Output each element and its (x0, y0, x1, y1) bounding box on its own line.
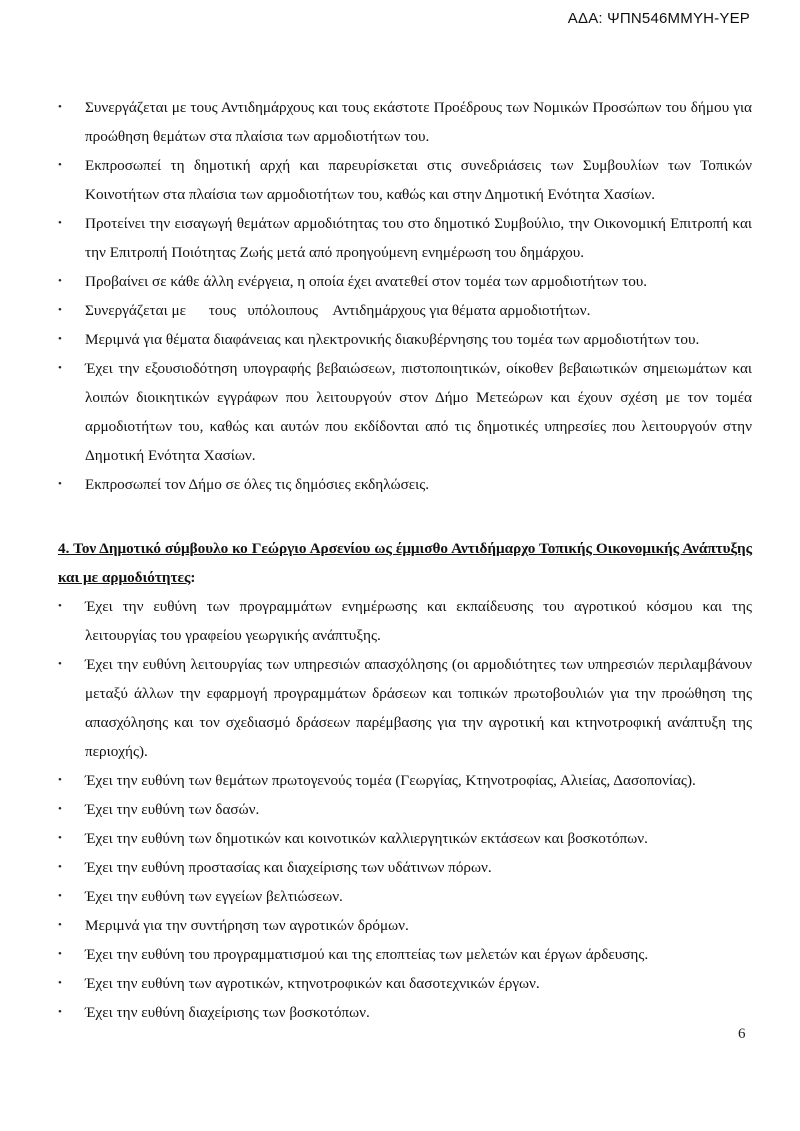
bullet-icon: • (58, 861, 62, 873)
list-item-text: Έχει την ευθύνη των αγροτικών, κτηνοτροφικών και δασοτεχνικών έργων. (85, 975, 540, 992)
responsibilities-list-continued (58, 93, 752, 499)
section-heading (58, 528, 752, 592)
list-item (58, 592, 752, 650)
list-item-text: Έχει την εξουσιοδότηση υπογραφής βεβαιώσεων, πιστοποιητικών, οίκοθεν βεβαιωτικών σημειωμάτων και λοιπών διοικητικών εγγράφων που λειτουργούν στον Δήμο Μετεώρων και έχουν σχέση με τον τομέα αρμοδιοτήτων του, καθώς και αυτών που εκδίδονται από τις δημοτικές υπηρεσίες που λειτουργούν στην Δημοτική Ενότητα Χασίων. (85, 360, 752, 464)
list-item (58, 824, 752, 853)
bullet-icon: • (58, 159, 62, 171)
list-item (58, 151, 752, 209)
ada-document-code: ΑΔΑ: ΨΠΝ546ΜΜΥΗ-ΥΕΡ (567, 10, 750, 27)
list-item (58, 325, 752, 354)
page-number: 6 (738, 1026, 746, 1042)
list-item (58, 795, 752, 824)
bullet-icon: • (58, 803, 62, 815)
list-item-text: Συνεργάζεται με τους Αντιδημάρχους και τους εκάστοτε Προέδρους των Νομικών Προσώπων του δήμου για προώθηση θεμάτων στα πλαίσια των αρμοδιοτήτων του. (85, 99, 752, 145)
list-item-text: Έχει την ευθύνη προστασίας και διαχείρισης των υδάτινων πόρων. (85, 859, 492, 876)
list-item (58, 267, 752, 296)
bullet-icon: • (58, 362, 62, 374)
bullet-icon: • (58, 478, 62, 490)
bullet-icon: • (58, 333, 62, 345)
bullet-icon: • (58, 977, 62, 989)
list-item (58, 853, 752, 882)
list-item-text: Έχει την ευθύνη των προγραμμάτων ενημέρωσης και εκπαίδευσης του αγροτικού κόσμου και της λειτουργίας του γραφείου γεωργικής ανάπτυξης. (85, 598, 752, 644)
bullet-icon: • (58, 1006, 62, 1018)
list-item-text: Έχει την ευθύνη διαχείρισης των βοσκοτόπων. (85, 1004, 370, 1021)
list-item-text: Έχει την ευθύνη των θεμάτων πρωτογενούς τομέα (Γεωργίας, Κτηνοτροφίας, Αλιείας, Δασοπονίας). (85, 772, 696, 789)
list-item (58, 766, 752, 795)
list-item-text: Έχει την ευθύνη των εγγείων βελτιώσεων. (85, 888, 343, 905)
bullet-icon: • (58, 304, 62, 316)
list-item-text: Έχει την ευθύνη των δασών. (85, 801, 260, 818)
list-item (58, 969, 752, 998)
bullet-icon: • (58, 919, 62, 931)
list-item (58, 470, 752, 499)
list-item (58, 940, 752, 969)
bullet-icon: • (58, 658, 62, 670)
bullet-icon: • (58, 948, 62, 960)
list-item (58, 296, 752, 325)
bullet-icon: • (58, 832, 62, 844)
list-item (58, 650, 752, 766)
list-item (58, 93, 752, 151)
list-item-text: Προτείνει την εισαγωγή θεμάτων αρμοδιότητας του στο δημοτικό Συμβούλιο, την Οικονομική Επιτροπή και την Επιτροπή Ποιότητας Ζωής μετά από προηγούμενη ενημέρωση του δημάρχου. (85, 215, 752, 261)
list-item-text: Συνεργάζεται με τους υπόλοιπους Αντιδημάρχους για θέματα αρμοδιοτήτων. (85, 302, 591, 319)
list-item (58, 209, 752, 267)
document-body (58, 93, 752, 1027)
list-item (58, 882, 752, 911)
list-item-text: Εκπροσωπεί τη δημοτική αρχή και παρευρίσκεται στις συνεδριάσεις των Συμβουλίων των Τοπικών Κοινοτήτων στα πλαίσια των αρμοδιοτήτων του, καθώς και στην Δημοτική Ενότητα Χασίων. (85, 157, 752, 203)
bullet-icon: • (58, 890, 62, 902)
section-heading-text: 4. Τον Δημοτικό σύμβουλο κο Γεώργιο Αρσενίου ως έμμισθο Αντιδήμαρχο Τοπικής Οικονομικής Ανάπτυξης και με αρμοδιότητες (58, 540, 752, 586)
list-item-text: Μεριμνά για θέματα διαφάνειας και ηλεκτρονικής διακυβέρνησης του τομέα των αρμοδιοτήτων του. (85, 331, 700, 348)
bullet-icon: • (58, 774, 62, 786)
bullet-icon: • (58, 101, 62, 113)
deputy-mayor-responsibilities-list (58, 592, 752, 1027)
section-heading-colon: : (190, 569, 196, 586)
list-item-text: Έχει την ευθύνη του προγραμματισμού και της εποπτείας των μελετών και έργων άρδευσης. (85, 946, 649, 963)
bullet-icon: • (58, 275, 62, 287)
list-item-text: Προβαίνει σε κάθε άλλη ενέργεια, η οποία έχει ανατεθεί στον τομέα των αρμοδιοτήτων του. (85, 273, 648, 290)
bullet-icon: • (58, 600, 62, 612)
list-item (58, 911, 752, 940)
list-item (58, 354, 752, 470)
list-item-text: Έχει την ευθύνη λειτουργίας των υπηρεσιών απασχόλησης (οι αρμοδιότητες των υπηρεσιών περιλαμβάνουν μεταξύ άλλων την εφαρμογή προγραμμάτων δράσεων και τοπικών πρωτοβουλιών για την προώθηση της απασχόλησης και τον σχεδιασμό δράσεων παρέμβασης για την αγροτική και κτηνοτροφική ανάπτυξη της περιοχής). (85, 656, 752, 760)
list-item-text: Μεριμνά για την συντήρηση των αγροτικών δρόμων. (85, 917, 409, 934)
list-item-text: Έχει την ευθύνη των δημοτικών και κοινοτικών καλλιεργητικών εκτάσεων και βοσκοτόπων. (85, 830, 648, 847)
list-item-text: Εκπροσωπεί τον Δήμο σε όλες τις δημόσιες εκδηλώσεις. (85, 476, 430, 493)
bullet-icon: • (58, 217, 62, 229)
list-item (58, 998, 752, 1027)
